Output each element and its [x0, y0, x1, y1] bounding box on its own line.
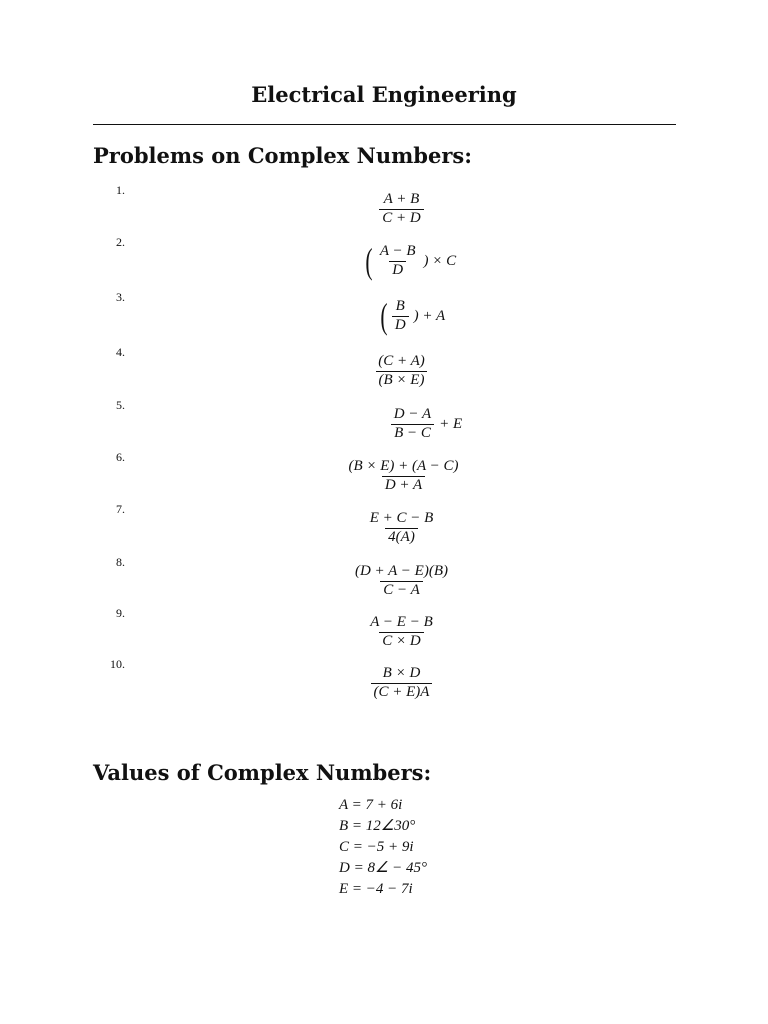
title-rule [93, 124, 676, 125]
problem-expression [93, 665, 710, 701]
denominator: B − C [391, 424, 434, 442]
left-paren: ( [365, 241, 373, 281]
fraction [379, 191, 423, 227]
fraction [392, 298, 409, 334]
denominator: 4(A) [385, 528, 418, 546]
value-b: B = 12∠30° [339, 818, 416, 834]
denominator: (B × E) [376, 371, 428, 389]
problem-expression [93, 243, 718, 279]
fraction [391, 406, 434, 442]
fraction [352, 563, 451, 599]
numerator: B [395, 298, 405, 314]
denominator: C − A [380, 581, 423, 599]
denominator: D + A [382, 476, 425, 494]
problem-expression [93, 458, 712, 494]
problem-expression [93, 191, 710, 227]
problem-expression [93, 563, 710, 599]
values-list [339, 795, 427, 900]
problem-item [93, 657, 676, 707]
numerator: (C + A) [378, 353, 425, 369]
problem-number: 3. [116, 290, 125, 304]
problem-number: 8. [116, 555, 125, 569]
problem-expression [93, 614, 710, 650]
numerator: A + B [383, 191, 420, 207]
fraction [367, 614, 435, 650]
problem-item [93, 290, 676, 340]
problems-section-title: Problems on Complex Numbers: [93, 143, 472, 168]
problem-expression [93, 298, 720, 334]
problem-number: 9. [116, 606, 125, 620]
expression-suffix: ) × C [423, 252, 457, 269]
value-c: C = −5 + 9i [339, 839, 414, 855]
numerator: B × D [382, 665, 421, 681]
problem-number: 2. [116, 235, 125, 249]
problem-expression [93, 510, 710, 546]
problem-item [93, 345, 676, 395]
problem-expression [93, 406, 734, 442]
value-d: D = 8∠ − 45° [339, 860, 428, 876]
problem-number: 10. [110, 657, 125, 671]
problem-item [93, 555, 676, 605]
denominator: D [392, 316, 409, 334]
fraction [345, 458, 461, 494]
problem-item [93, 183, 676, 233]
denominator: D [389, 261, 406, 279]
problem-item [93, 235, 676, 285]
expression-suffix: + E [439, 415, 463, 432]
numerator: E + C − B [369, 510, 434, 526]
fraction [367, 510, 437, 546]
problem-number: 4. [116, 345, 125, 359]
fraction [371, 665, 433, 701]
denominator: C × D [379, 632, 423, 650]
problem-item [93, 450, 676, 500]
numerator: A − E − B [370, 614, 433, 630]
problem-number: 1. [116, 183, 125, 197]
numerator: (B × E) + (A − C) [348, 458, 459, 474]
numerator: (D + A − E)(B) [354, 563, 448, 579]
values-section-title: Values of Complex Numbers: [93, 760, 432, 785]
problem-expression [93, 353, 710, 389]
problem-item [93, 606, 676, 656]
problem-number: 6. [116, 450, 125, 464]
numerator: D − A [393, 406, 432, 422]
fraction [375, 353, 428, 389]
expression-suffix: ) + A [413, 307, 446, 324]
problem-number: 7. [116, 502, 125, 516]
denominator: (C + E)A [371, 683, 433, 701]
fraction [377, 243, 419, 279]
page-title: Electrical Engineering [251, 82, 517, 107]
numerator: A − B [379, 243, 416, 259]
problem-number: 5. [116, 398, 125, 412]
problem-item [93, 502, 676, 552]
denominator: C + D [379, 209, 423, 227]
value-a: A = 7 + 6i [339, 797, 403, 813]
left-paren: ( [380, 296, 388, 336]
problem-item [93, 398, 676, 448]
value-e: E = −4 − 7i [339, 881, 413, 897]
